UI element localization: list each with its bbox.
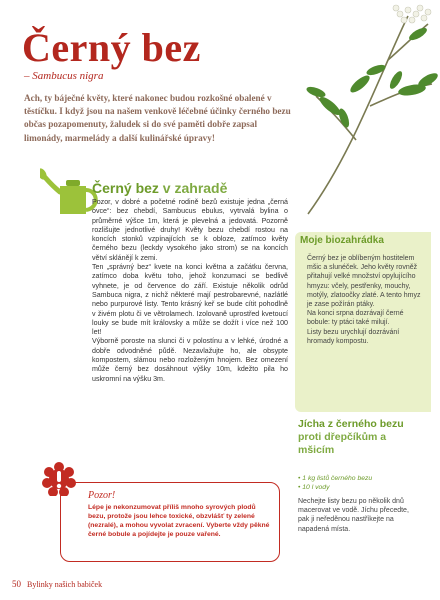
biozahradka-title: Moje biozahrádka xyxy=(300,235,384,246)
page-footer xyxy=(12,579,102,589)
ingredient-item: • 1 kg listů černého bezu xyxy=(298,474,428,483)
recipe-title-rest: proti dřepčíkům a mšicím xyxy=(298,431,387,456)
elder-plant-illustration xyxy=(300,0,440,220)
page-number: 50 xyxy=(12,579,21,589)
warning-text: Lépe je nekonzumovat příliš mnoho syrových plodů bezu, protože jsou lehce toxické, obzvlášť ty zelené (nezralé), a mohou vyvolat zvracení. Vyberte vždy pěkné černé bobule a pojídejte je pouze vařené. xyxy=(88,504,270,538)
book-title: Bylinky našich babiček xyxy=(27,580,103,589)
section-paragraph: Výborně poroste na slunci či v polostínu a v lehké, úrodné a dobře odvodněné půdě. Nezavlažujte ho, ale obsypte kompostem, slámou nebo rozloženým hnojem. Bez omezení může černý bez dosáhnout výšky 10m, kdežto pila ho uskromní na výšku 3m. xyxy=(92,337,288,383)
recipe-title xyxy=(298,418,422,457)
recipe-instructions xyxy=(298,497,420,534)
section-paragraph: Pozor, v dobré a početné rodině bezů existuje jedna „černá ovce“: bez chebdí, Sambucus ebulus, vytrvalá bylina o průměrné výšce 1m, která je plevelná a jedovatá. Pozorně rozlišujte jednotlivé druhy! Květy bezu chebdí rostou na koncích stonků vzpínajících se k obloze, zatímco květy černého bezu (leckdy vysokého jako strom) se na koncích větví sklánějí k zemi. xyxy=(92,198,288,262)
intro-text: Ach, ty báječné květy, které nakonec budou rozkošné obalené v těstíčku. I když jsou na našem venkově léčebné účinky černého bezu občas pozapomenuty, žaludek si do své paměti dobře zapsal limonády, marmelády a další kulinářské úpravy! xyxy=(24,93,291,143)
warning-flower-badge xyxy=(42,462,76,496)
biozahradka-paragraph: Listy bezu urychlují dozrávání hromady kompostu. xyxy=(307,328,400,345)
ingredient-item: • 10 l vody xyxy=(298,483,428,492)
warning-body xyxy=(88,503,272,539)
recipe-text: Nechejte listy bezu po několik dnů macerovat ve vodě. Jíchu přecedte, pak ji neředěnou nastříkejte na napadená místa. xyxy=(298,498,409,533)
biozahradka-paragraph: Černý bez je oblíbeným hostitelem mšic a slunéček. Jeho květy rovněž přitahují velké množství opylujícího hmyzu: včely, pestřenky, mouchy, motýly, zlatoočky zlaté. A tento hmyz je zase požírán ptáky. xyxy=(307,255,421,309)
section-heading-keyword: Černý bez xyxy=(92,180,159,196)
biozahradka-body xyxy=(307,254,423,346)
latin-name: – Sambucus nigra xyxy=(24,70,104,82)
recipe-ingredients xyxy=(298,474,428,492)
page-title: Černý bez xyxy=(22,25,201,70)
section-heading xyxy=(92,180,227,196)
section-heading-rest: v zahradě xyxy=(158,180,228,196)
warning-title: Pozor! xyxy=(88,490,116,501)
recipe-title-keyword: Jícha z černého bezu xyxy=(298,418,404,430)
section-body xyxy=(92,198,288,384)
section-paragraph: Ten „správný bez“ kvete na konci května a začátku června, zatímco doba květu toho, jehož konzumaci se bedlivě vyhnete, je od července do září. Existuje několik odrůd Sambuca nigra, z nichž některé mají pestrobarevné, nazlátlé nebo purpurové listy. Tento krásný keř se bude cítit pohodlně v živém plotu či ve větrolamech. Izolovaně uprostřed kvetoucí louky se bude mít královsky a může se dožít i více než 100 let! xyxy=(92,263,288,337)
intro-paragraph xyxy=(24,92,292,145)
biozahradka-paragraph: Na konci srpna dozrávají černé bobule: ty ptáci také milují. xyxy=(307,310,404,327)
